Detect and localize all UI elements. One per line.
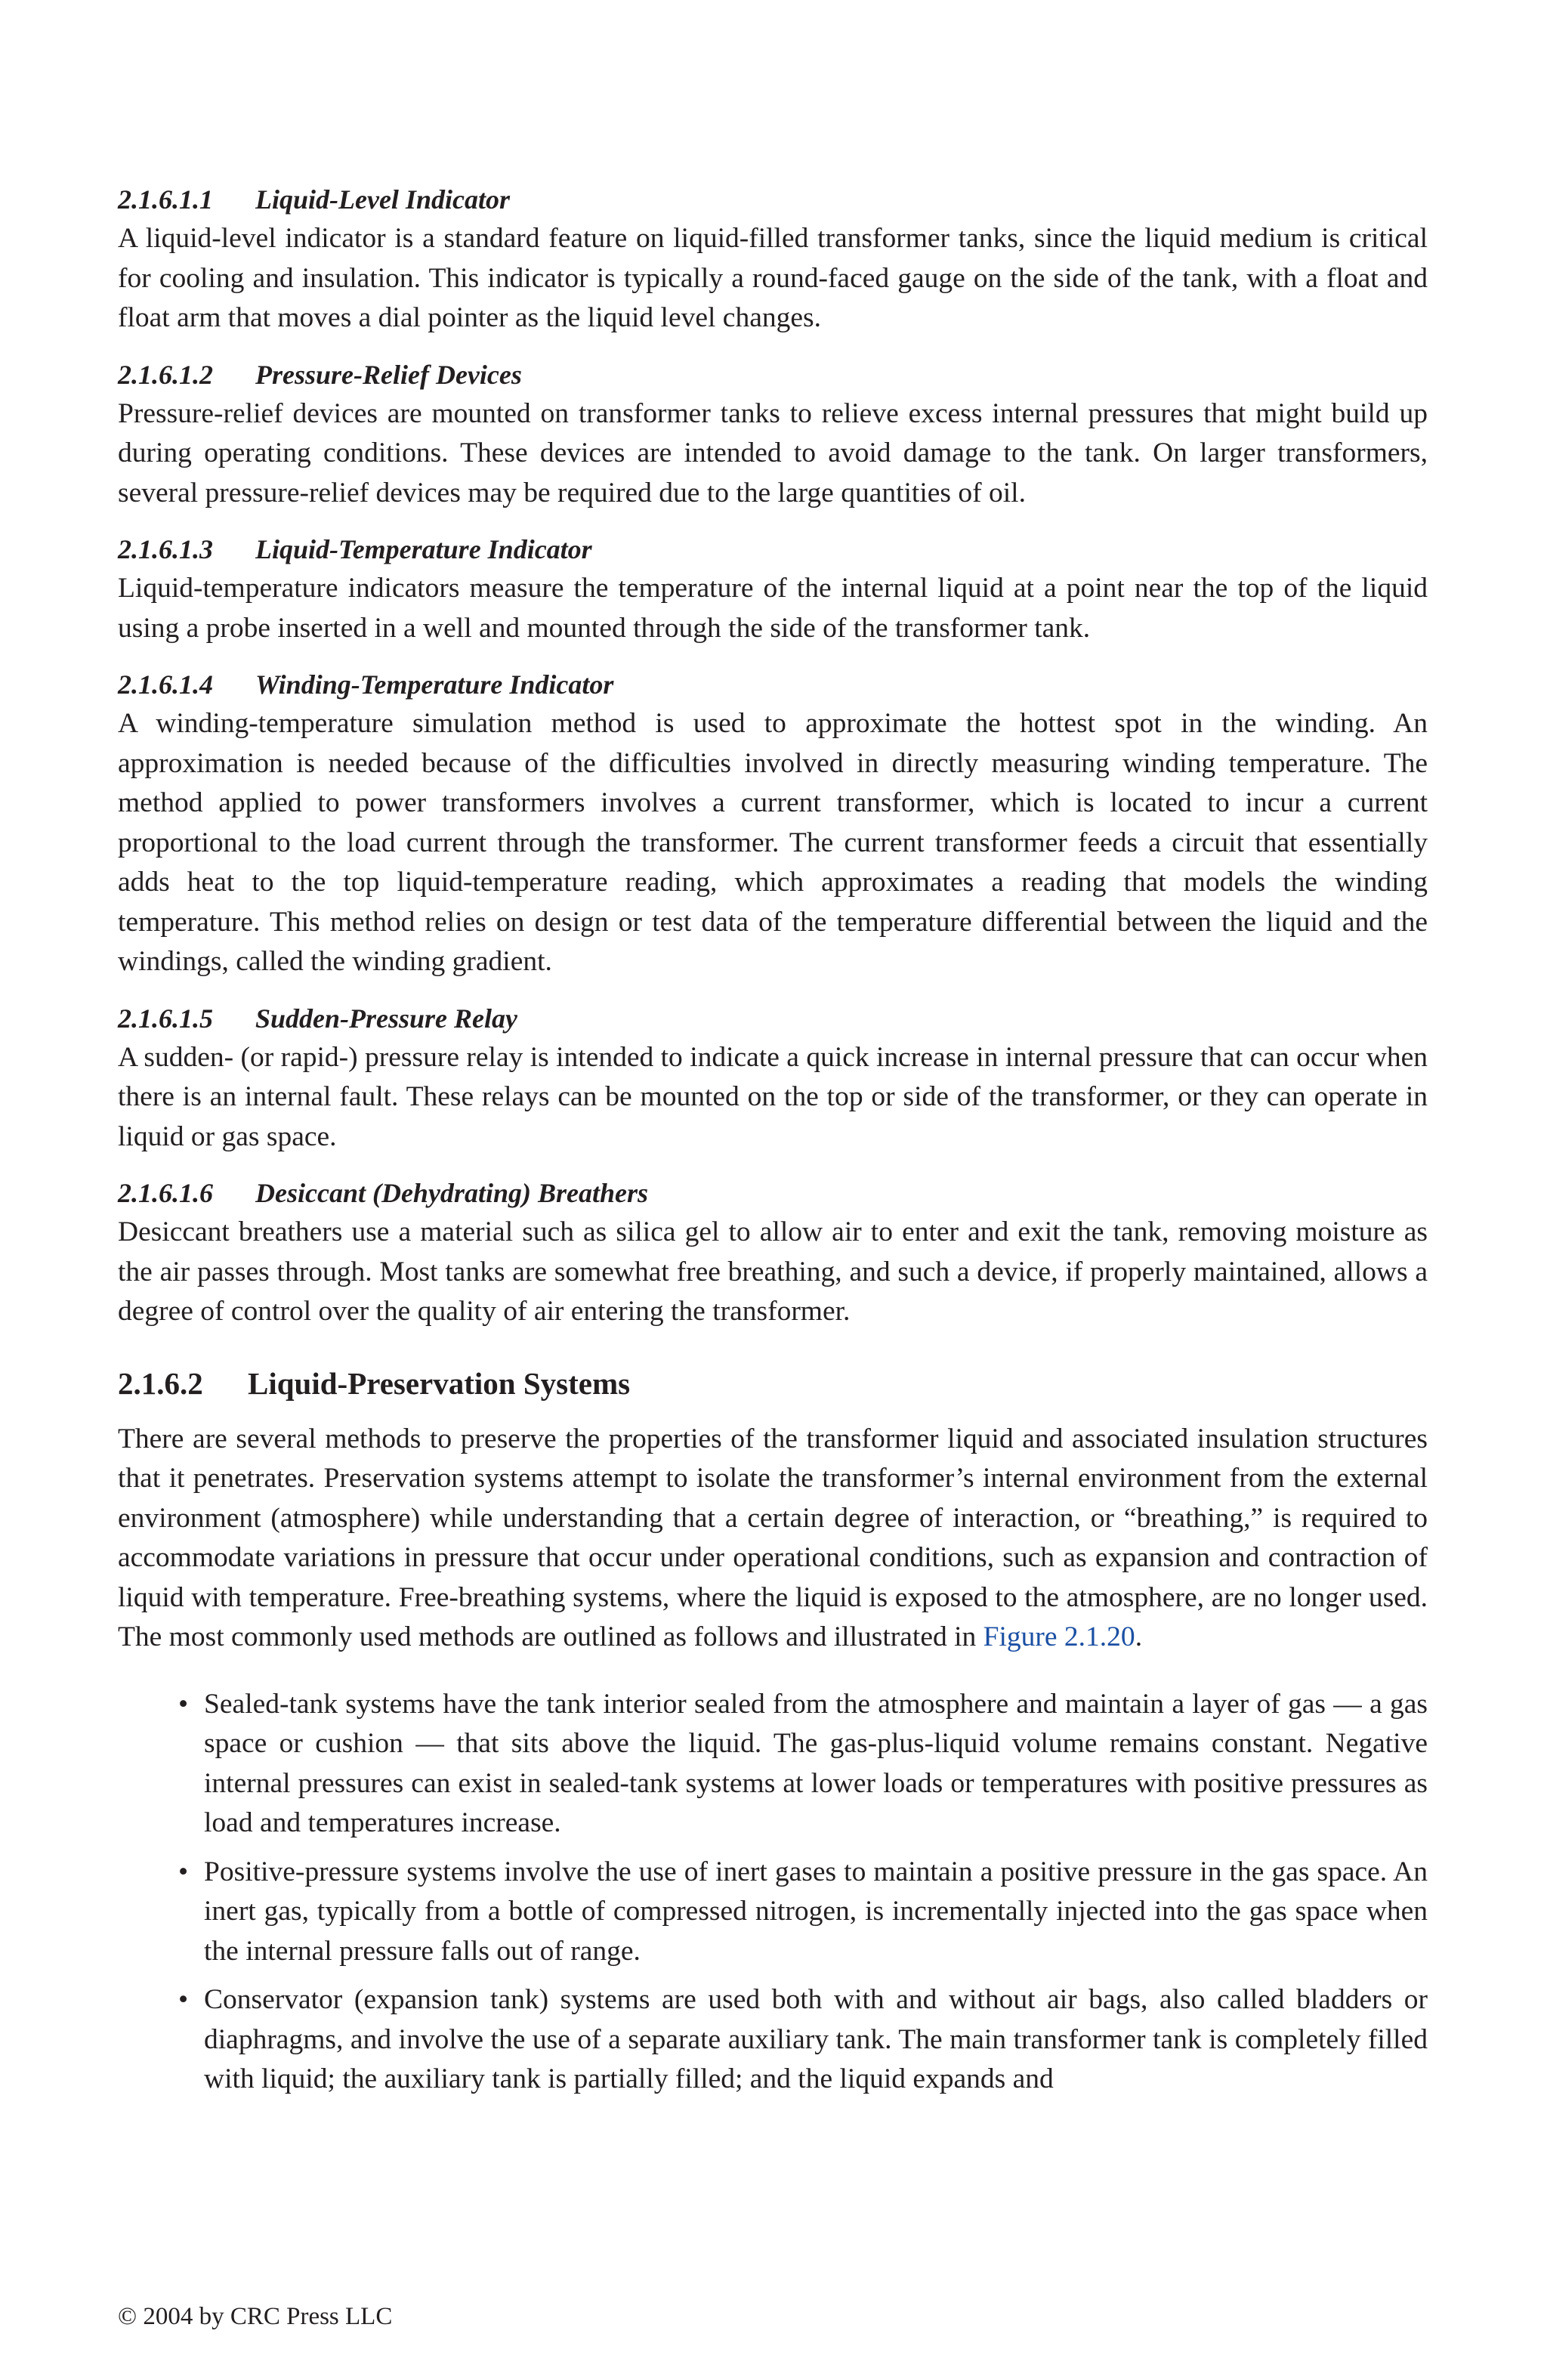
subsection-heading: [118, 355, 1428, 394]
subsection-number: 2.1.6.1.2: [118, 359, 213, 390]
bullet-icon: •: [178, 1688, 189, 1720]
subsection-heading: [118, 1173, 1428, 1213]
subsection-paragraph: Pressure-relief devices are mounted on transformer tanks to relieve excess internal pressures that might build up during operating conditions. These devices are intended to avoid damage to the tank. On larger transformers, several pressure-relief devices may be required due to the large quantities of oil.: [118, 397, 1428, 508]
subsection-heading: [118, 180, 1428, 219]
subsection-paragraph: Liquid-temperature indicators measure the temperature of the internal liquid at a point near the top of the liquid using a probe inserted in a well and mounted through the side of the transformer tank.: [118, 573, 1428, 644]
list-item-text: Positive-pressure systems involve the use of inert gases to maintain a positive pressure in the gas space. An inert gas, typically from a bottle of compressed nitrogen, is incrementally injected into the gas space when the internal pressure falls out of range.: [204, 1856, 1428, 1967]
subsection-number: 2.1.6.1.5: [118, 1003, 213, 1034]
subsection-paragraph: A winding-temperature simulation method is used to approximate the hottest spot in the winding. An approximation is needed because of the difficulties involved in directly measuring winding temperature. The method applied to power transformers involves a current transformer, which is located to incur a current proportional to the load current through the transformer. The current transformer feeds a circuit that essentially adds heat to the top liquid-temperature reading, which approximates a reading that models the winding temperature. This method relies on design or test data of the temperature differential between the liquid and the windings, called the winding gradient.: [118, 708, 1428, 977]
subsection-number: 2.1.6.1.6: [118, 1178, 213, 1208]
subsection-sudden-pressure-relay: [118, 999, 1428, 1158]
subsection-number: 2.1.6.1.4: [118, 669, 213, 700]
subsection-heading: [118, 530, 1428, 569]
section-intro-paragraph: [118, 1420, 1428, 1658]
subsection-number: 2.1.6.1.3: [118, 534, 213, 564]
subsection-number: 2.1.6.1.1: [118, 184, 213, 215]
subsection-liquid-temperature-indicator: [118, 530, 1428, 648]
subsection-liquid-level-indicator: [118, 180, 1428, 338]
list-item: [178, 1685, 1428, 1844]
list-item-text: Sealed-tank systems have the tank interior sealed from the atmosphere and maintain a layer of gas — a gas space or cushion — that sits above the liquid. The gas-plus-liquid volume remains constant. Negative internal pressures can exist in sealed-tank systems at lower loads or temperatures with positive pressures as load and temperatures increase.: [204, 1688, 1428, 1838]
subsection-winding-temperature-indicator: [118, 665, 1428, 982]
list-item-text: Conservator (expansion tank) systems are used both with and without air bags, also called bladders or diaphragms, and involve the use of a separate auxiliary tank. The main transformer tank is completely filled with liquid; the auxiliary tank is partially filled; and the liquid expands and: [204, 1984, 1428, 2094]
subsection-desiccant-breathers: [118, 1173, 1428, 1332]
bullet-icon: •: [178, 1856, 189, 1887]
subsection-title: Winding-Temperature Indicator: [255, 669, 614, 700]
subsection-heading: [118, 999, 1428, 1038]
subsection-title: Liquid-Temperature Indicator: [255, 534, 592, 564]
subsection-paragraph: Desiccant breathers use a material such as silica gel to allow air to enter and exit the tank, removing moisture as the air passes through. Most tanks are somewhat free breathing, and such a device, if properly maintained, allows a degree of control over the quality of air entering the transformer.: [118, 1216, 1428, 1327]
subsection-title: Liquid-Level Indicator: [255, 184, 510, 215]
intro-text: There are several methods to preserve the properties of the transformer liquid and associated insulation structures that it penetrates. Preservation systems attempt to isolate the transformer’s internal environment from the external environment (atmosphere) while understanding that a certain degree of interaction, or “breathing,” is required to accommodate variations in pressure that occur under operational conditions, such as expansion and contraction of liquid with temperature. Free-breathing systems, where the liquid is exposed to the atmosphere, are no longer used. The most commonly used methods are outlined as follows and illustrated in: [118, 1423, 1428, 1652]
section-title: Liquid-Preservation Systems: [248, 1365, 631, 1401]
copyright-footer: © 2004 by CRC Press LLC: [118, 2303, 393, 2330]
subsection-title: Pressure-Relief Devices: [255, 359, 522, 390]
bullet-list: [118, 1685, 1428, 2100]
subsection-title: Desiccant (Dehydrating) Breathers: [255, 1178, 648, 1208]
subsection-paragraph: A sudden- (or rapid-) pressure relay is intended to indicate a quick increase in internal pressure that can occur when there is an internal fault. These relays can be mounted on the top or side of the transformer, or they can operate in liquid or gas space.: [118, 1041, 1428, 1152]
list-item: [178, 1853, 1428, 1972]
subsection-title: Sudden-Pressure Relay: [255, 1003, 518, 1034]
subsection-heading: [118, 665, 1428, 704]
subsection-paragraph: A liquid-level indicator is a standard feature on liquid-filled transformer tanks, since the liquid medium is critical for cooling and insulation. This indicator is typically a round-faced gauge on the side of the tank, with a float and float arm that moves a dial pointer as the liquid level changes.: [118, 223, 1428, 333]
list-item: [178, 1980, 1428, 2100]
page-body: [118, 180, 1428, 2109]
subsection-pressure-relief-devices: [118, 355, 1428, 514]
section-heading: [118, 1362, 1428, 1405]
section-number: 2.1.6.2: [118, 1365, 203, 1401]
figure-link[interactable]: Figure 2.1.20: [983, 1621, 1135, 1652]
intro-end: .: [1135, 1621, 1143, 1652]
bullet-icon: •: [178, 1984, 189, 2015]
